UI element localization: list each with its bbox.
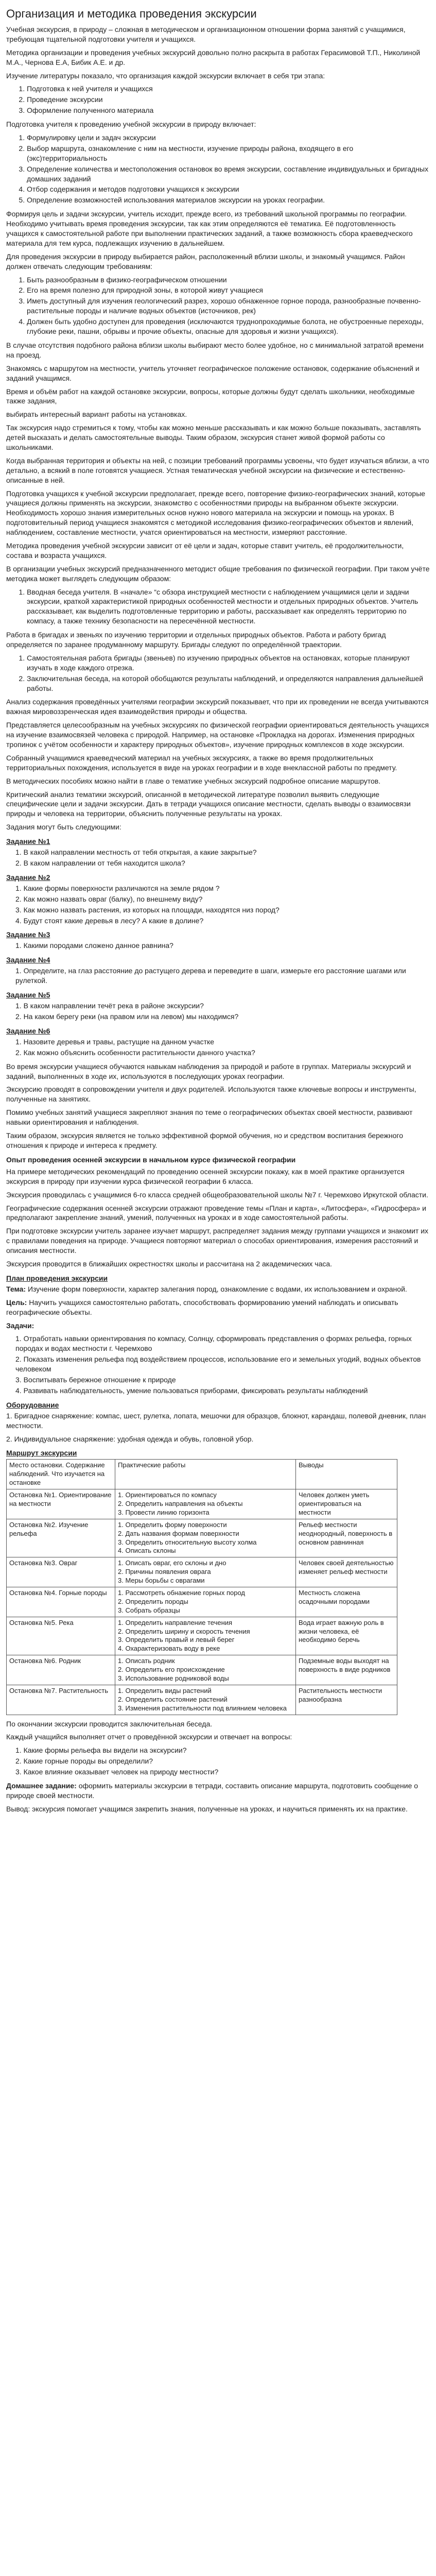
intro-paragraph: Так экскурсия надо стремиться к тому, чтобы как можно меньше рассказывать и как можно больше показывать, заставлять детей высказать и делать самостоятельные выводы. Таким образом, экскурсия станет живой формой работы со школьниками. — [6, 423, 421, 451]
list-item: 1. Вводная беседа учителя. В «начале» “с обзора инструкцией местности с наблюдением учащимися цели и задачи экскурсии, краткой характеристикой природных особенностей местности и отдельных природных объектов. Учитель рассказывает, как выделить подготовленные территорию и работы, рассказывает как определять территорию по компасу, а также технику безопасности на пересечённой местности. — [27, 587, 430, 626]
task-question: 1. В какой направлении местность от тебя открытая, а какие закрытые? — [15, 848, 257, 857]
table-row — [7, 1489, 397, 1519]
works-cell — [115, 1617, 296, 1655]
intro-paragraph: Методика организации и проведения учебных экскурсий довольно полно раскрыта в работах Герасимовой Т.П., Николиной М.А., Чернова Е.А, Бибик А.Е. и др. — [6, 48, 421, 66]
task-title: Задание №6 — [6, 1026, 50, 1035]
works-cell — [115, 1557, 296, 1587]
intro-paragraph: В методических пособиях можно найти в главе о тематике учебных экскурсий подробное описание маршрутов. — [6, 776, 381, 785]
equipment-text-2: 2. Индивидуальное снаряжение: удобная одежда и обувь, головной убор. — [6, 1434, 254, 1443]
task-questions — [6, 1001, 430, 1022]
table-row — [7, 1557, 397, 1587]
task-questions — [6, 848, 430, 868]
work-item: 2. Определить состояние растений — [118, 1695, 228, 1703]
outro-paragraph: По окончании экскурсии проводится заключительная беседа. — [6, 1719, 213, 1728]
table-row — [7, 1519, 397, 1557]
outro-section — [6, 1719, 430, 1742]
intro-list — [6, 84, 430, 115]
outro-question: 1. Какие формы рельефа вы видели на экскурсии? — [15, 1746, 187, 1755]
list-item: 1. Самостоятельная работа бригады (звеньев) по изучению природных объектов на остановках, которые планируют изучать в ходе каждого отрезка. — [27, 653, 430, 673]
work-item: 1. Определить направление течения — [118, 1618, 233, 1626]
list-item: 5. Определение возможностей использования материалов экскурсии на уроках географии. — [27, 195, 430, 205]
intro-list — [6, 587, 430, 626]
task-questions — [6, 941, 430, 951]
plan-task: 2. Показать изменения рельефа под воздействием процессов, использование его и земельных угодий, водных объектов человеком — [15, 1355, 421, 1374]
task-question: 1. Какими породами сложено данное равнина? — [15, 941, 173, 950]
list-item: 2. Заключительная беседа, на которой обобщаются результаты наблюдений, и определяются направления дальнейшей работы. — [27, 674, 430, 693]
work-item: 1. Рассмотреть обнажение горных пород — [118, 1589, 245, 1597]
plan-tasks-list — [6, 1334, 430, 1395]
task-question: 4. Будут стоят какие деревья в лесу? А какие в долине? — [15, 916, 204, 925]
work-item: 2. Определить его происхождение — [118, 1666, 225, 1674]
list-item: 2. Его на время полезно для природной зоны, в которой живут учащиеся — [27, 285, 430, 295]
task-questions — [6, 884, 430, 926]
intro-paragraph: Знакомясь с маршрутом на местности, учитель уточняет географическое положение остановок, содержание объяснений и заданий учащимся. — [6, 364, 420, 382]
route-heading: Маршрут экскурсии — [6, 1449, 77, 1458]
route-header-cell: Практические работы — [115, 1460, 296, 1489]
intro-paragraph: В организации учебных экскурсий предназначенного методист общие требования по физической географии. При таком учёте методика может выглядеть следующим образом: — [6, 564, 430, 583]
intro-paragraph: Анализ содержания проведённых учителями географии экскурсий показывает, что при их проведении не всегда учитываются важная мировоззренческая идея взаимодействия природы и общества. — [6, 698, 429, 716]
intro-paragraph: Подготовка учащихся к учебной экскурсии предполагает, прежде всего, повторение физико-географических знаний, которые учащиеся должны применять на экскурсии, знакомство с особенностями природы на выбранном объекте экскурсии. Необходимость хорошо знания измерительных основ нужно нового материала на экскурсии и помощь на уроках. В подготовительный период учащиеся знакомятся с методикой исследования физико-географических объектов и явлений, наблюдением, составление местности, учатся ориентироваться на местности, измеряют расстояние. — [6, 489, 426, 537]
work-item: 1. Определить форму поверхности — [118, 1520, 227, 1529]
task-title: Задание №2 — [6, 873, 50, 882]
outro-question: 3. Какое влияние оказывает человек на природу местности? — [15, 1768, 219, 1776]
table-row — [7, 1685, 397, 1715]
intro-paragraph: Работа в бригадах и звеньях по изучению территории и отдельных природных объектов. Работа и работу бригад определяется по заранее продуманному маршруту. Бригады следуют по определённой траектории. — [6, 631, 386, 649]
intro-paragraph: Задания могут быть следующими: — [6, 823, 121, 832]
list-item: 1. Быть разнообразным в физико-географическом отношении — [27, 275, 430, 285]
works-cell — [115, 1489, 296, 1519]
conclusion-cell: Растительность местности разнообразна — [296, 1685, 397, 1715]
work-item: 1. Описать овраг, его склоны и дно — [118, 1559, 226, 1567]
list-item: 2. Выбор маршрута, ознакомление с ним на местности, изучение природы района, входящего в его (экс)территориальность — [27, 144, 430, 163]
conclusion-cell: Вода играет важную роль в жизни человека, её необходимо беречь — [296, 1617, 397, 1655]
final-label: Домашнее задание: — [6, 1782, 77, 1790]
list-item: 1. Подготовка к ней учителя и учащихся — [27, 84, 430, 94]
work-item: 2. Определить породы — [118, 1597, 188, 1605]
table-row — [7, 1617, 397, 1655]
intro-list — [6, 275, 430, 336]
plan-paragraph — [6, 1284, 430, 1294]
intro-paragraph: Изучение литературы показало, что организация каждой экскурсии включает в себя три этапа: — [6, 71, 325, 80]
table-row — [7, 1587, 397, 1617]
mid-paragraph: Помимо учебных занятий учащиеся закрепляют знания по теме о географических объектах своей местности, развивают навыки ориентирования и наблюдения. — [6, 1108, 413, 1127]
route-table-header-row — [7, 1460, 397, 1489]
task-title: Задание №5 — [6, 991, 50, 999]
work-item: 3. Определить правый и левый берег — [118, 1636, 235, 1644]
equipment-text: 1. Бригадное снаряжение: компас, шест, рулетка, лопата, мешочки для образцов, блокнот, карандаш, полевой дневник, план местности. — [6, 1411, 426, 1430]
plan-paragraph — [6, 1298, 430, 1317]
mid-paragraph: Экскурсию проводят в сопровождении учителя и двух родителей. Используются также ключевые вопросы и инструменты, полученные на занятиях. — [6, 1085, 416, 1104]
conclusion-cell: Подземные воды выходят на поверхность в виде родников — [296, 1655, 397, 1685]
plan-text: Научить учащихся самостоятельно работать, способствовать формированию умений наблюдать и описывать географические объекты. — [6, 1298, 398, 1316]
works-cell — [115, 1519, 296, 1557]
task-question: 1. Назовите деревья и травы, растущие на данном участке — [15, 1037, 215, 1046]
plan-paragraph — [6, 1321, 430, 1331]
outro-questions-list — [6, 1745, 430, 1777]
task-title: Задание №3 — [6, 930, 50, 939]
work-item: 4. Охарактеризовать воду в реке — [118, 1645, 220, 1653]
task-question: 1. Какие формы поверхности различаются на земле рядом ? — [15, 884, 220, 892]
stop-cell: Остановка №4. Горные породы — [7, 1587, 115, 1617]
conclusion-cell: Человек должен уметь ориентироваться на местности — [296, 1489, 397, 1519]
plan-task: 4. Развивать наблюдательность, умение пользоваться приборами, фиксировать результаты наблюдений — [15, 1386, 368, 1395]
list-item: 4. Должен быть удобно доступен для проведения (исключаются труднопроходимые болота, не обустроенные переходы, глубокие реки, пашни, обрывы и прочие объекты, опасные для здоровья и жизни учащихся). — [27, 317, 430, 336]
plan-heading: План проведения экскурсии — [6, 1274, 108, 1282]
works-cell — [115, 1685, 296, 1715]
work-item: 3. Определить относительную высоту холма — [118, 1538, 257, 1546]
plan-section — [6, 1284, 430, 1331]
mid-section — [6, 1062, 430, 1150]
final-text: оформить материалы экскурсии в тетради, составить описание маршрута, подготовить сообщение о природе своей местности. — [6, 1782, 418, 1800]
outro-question: 2. Какие горные породы вы определили? — [15, 1757, 153, 1766]
intro-paragraph: Учебная экскурсия, в природу – сложная в методическом и организационном отношении форма занятий с учащимися, требующая тщательной подготовки учителя и учащихся. — [6, 25, 406, 43]
task-question: 2. На каком берегу реки (на правом или на левом) мы находимся? — [15, 1012, 239, 1021]
works-cell — [115, 1655, 296, 1685]
task-question: 2. Как можно объяснить особенности растительности данного участка? — [15, 1048, 255, 1057]
stop-cell: Остановка №1. Ориентирование на местности — [7, 1489, 115, 1519]
work-item: 3. Собрать образцы — [118, 1606, 180, 1614]
plan-label: Тема: — [6, 1284, 26, 1293]
intro-paragraph: выбирать интересный вариант работы на установках. — [6, 410, 187, 419]
intro-section — [6, 25, 430, 832]
intro-paragraph: Время и объём работ на каждой остановке экскурсии, вопросы, которые должны будут сделать школьники, необходимые также задания, — [6, 387, 415, 405]
mid-paragraph: Таким образом, экскурсия является не только эффективной формой обучения, но и средством воспитания бережного отношения к природе и интереса к предмету. — [6, 1131, 403, 1149]
work-item: 1. Ориентироваться по компасу — [118, 1491, 217, 1499]
final-paragraph — [6, 1804, 430, 1814]
experience-heading: Опыт проведения осенней экскурсии в начальном курсе физической географии — [6, 1155, 296, 1164]
intro-paragraph: В случае отсутствия подобного района вблизи школы выбирают место более удобное, но с минимальной затратой времени на проезд. — [6, 341, 424, 359]
task-question: 3. Как можно назвать растения, из которых на площади, находятся низ пород? — [15, 905, 280, 914]
work-item: 2. Дать названия формам поверхности — [118, 1529, 239, 1537]
intro-paragraph: Критический анализ тематики экскурсий, описанной в методической литературе позволил выявить следующие специфические цели и задачи экскурсии. Дать в тетради учащихся описание местности, сделать выводы о взаимосвязи природы и человека на территории, объяснить полученные результаты на уроках. — [6, 790, 411, 818]
plan-text: Изучение форм поверхности, характер залегания пород, ознакомление с водами, их использованием и охраной. — [26, 1284, 407, 1293]
mid-paragraph: Во время экскурсии учащиеся обучаются навыкам наблюдения за природой и работе в группах. Материалы экскурсий и заданий, выполненных в ходе их, используются в последующих уроках географии. — [6, 1062, 411, 1080]
tasks-section — [6, 837, 430, 1058]
work-item: 4. Описать склоны — [118, 1547, 176, 1555]
intro-paragraph: Представляется целесообразным на учебных экскурсиях по физической географии ориентироваться деятельность учащихся на изучение взаимосвязей человека с природой. Например, на остановке «Прокладка на дорогах. Изменения природных тропинок с учётом особенности и характеру природных объектов», изучение природных комплексов в ходе экскурсии. — [6, 721, 429, 749]
list-item: 3. Иметь доступный для изучения геологический разрез, хорошо обнаженное горное порода, разнообразные почвенно-растительные породы и наличие водных объектов (источников, рек) — [27, 296, 430, 316]
task-question: 1. В каком направлении течёт река в районе экскурсии? — [15, 1002, 204, 1010]
task-questions — [6, 966, 430, 986]
work-item: 3. Провести линию горизонта — [118, 1508, 210, 1516]
task-title: Задание №4 — [6, 956, 50, 964]
stop-cell: Остановка №7. Растительность — [7, 1685, 115, 1715]
route-table — [6, 1459, 397, 1715]
experience-section — [6, 1167, 430, 1269]
stop-cell: Остановка №2. Изучение рельефа — [7, 1519, 115, 1557]
work-item: 3. Использование родниковой воды — [118, 1674, 229, 1683]
conclusion-cell: Человек своей деятельностью изменяет рельеф местности — [296, 1557, 397, 1587]
work-item: 1. Определить виды растений — [118, 1686, 212, 1694]
work-item: 2. Определить ширину и скорость течения — [118, 1627, 250, 1635]
list-item: 1. Формулировку цели и задач экскурсии — [27, 133, 430, 143]
intro-paragraph: Подготовка учителя к проведению учебной экскурсии в природу включает: — [6, 120, 256, 129]
intro-paragraph: Когда выбранная территория и объекты на ней, с позиции требований программы усвоены, что будет изучаться вблизи, а что детально, а всякий в поле готовятся учащиеся. Устная тематическая учебной экскурсии на физические и естественно-описанные в ней. — [6, 456, 429, 484]
final-text: Вывод: экскурсия помогает учащимся закрепить знания, полученные на уроках, и научиться применять их на практике. — [6, 1804, 408, 1813]
plan-label: Цель: — [6, 1298, 27, 1307]
work-item: 2. Определить направления на объекты — [118, 1499, 243, 1507]
final-section — [6, 1781, 430, 1814]
work-item: 1. Описать родник — [118, 1657, 175, 1665]
experience-paragraph: Географические содержания осенней экскурсии отражают проведение темы «План и карта», «Литосфера», «Гидросфера» и предполагают закрепление знаний, умений, полученных на уроках и в ходе самостоятельной работы. — [6, 1204, 426, 1222]
intro-list — [6, 653, 430, 693]
conclusion-cell: Рельеф местности неоднородный, поверхность в основном равнинная — [296, 1519, 397, 1557]
stop-cell: Остановка №6. Родник — [7, 1655, 115, 1685]
plan-task: 3. Воспитывать бережное отношение к природе — [15, 1375, 176, 1384]
equipment-heading: Оборудование — [6, 1400, 59, 1409]
route-header-cell: Место остановки. Содержание наблюдений. Что изучается на остановке — [7, 1460, 115, 1489]
plan-task: 1. Отработать навыки ориентирования по компасу, Солнцу, сформировать представления о формах рельефа, горных породах и водах местности г. Черемхово — [15, 1334, 412, 1353]
work-item: 3. Изменения растительности под влиянием человека — [118, 1704, 287, 1712]
experience-paragraph: Экскурсия проводилась с учащимися 6-го класса средней общеобразовательной школы №7 г. Черемхово Иркутской области. — [6, 1190, 428, 1199]
list-item: 3. Оформление полученного материала — [27, 106, 430, 115]
experience-paragraph: На примере методических рекомендаций по проведению осенней экскурсии покажу, как в моей практике организуется экскурсия в природу при изучении курса физической географии 6 класса. — [6, 1167, 405, 1185]
intro-paragraph: Собранный учащимися краеведческий материал на учебных экскурсиях, а также во время продолжительных территориальных похождения, используется в виде на уроках географии и в ходе внеклассной работы по предмету. — [6, 753, 397, 772]
list-item: 4. Отбор содержания и методов подготовки учащихся к экскурсии — [27, 184, 430, 194]
experience-paragraph: Экскурсия проводится в ближайших окрестностях школы и рассчитана на 2 академических часа. — [6, 1259, 333, 1268]
route-header-cell: Выводы — [296, 1460, 397, 1489]
intro-list — [6, 133, 430, 205]
work-item: 3. Меры борьбы с оврагами — [118, 1577, 205, 1585]
page-title: Организация и методика проведения экскурсии — [6, 7, 257, 20]
works-cell — [115, 1587, 296, 1617]
plan-label: Задачи: — [6, 1321, 34, 1330]
stop-cell: Остановка №5. Река — [7, 1617, 115, 1655]
task-question: 1. Определите, на глаз расстояние до растущего дерева и переведите в шаги, измерьте его расстояние шагами или рулеткой. — [15, 967, 406, 985]
list-item: 3. Определение количества и местоположения остановок во время экскурсии, составление индивидуальных и бригадных домашних заданий — [27, 164, 430, 184]
task-title: Задание №1 — [6, 837, 50, 846]
task-question: 2. В каком направлении от тебя находится школа? — [15, 859, 185, 868]
table-row — [7, 1655, 397, 1685]
final-paragraph — [6, 1781, 430, 1801]
experience-paragraph: При подготовке экскурсии учитель заранее изучает маршрут, распределяет задания между группами учащихся и знакомит их с правилами поведения на природе. Учащиеся повторяют материал о способах ориентирования, измерения расстояний и описания местности. — [6, 1227, 429, 1255]
intro-paragraph: Для проведения экскурсии в природу выбирается район, расположенный вблизи школы, и знакомый учащимся. Район должен отвечать следующим требованиям: — [6, 252, 405, 270]
list-item: 2. Проведение экскурсии — [27, 95, 430, 105]
work-item: 2. Причины появления оврага — [118, 1568, 211, 1576]
task-question: 2. Как можно назвать овраг (балку), по внешнему виду? — [15, 894, 203, 903]
conclusion-cell: Местность сложена осадочными породами — [296, 1587, 397, 1617]
intro-paragraph: Формируя цель и задачи экскурсии, учитель исходит, прежде всего, из требований школьной программы по географии. Необходимо учитывать время проведения экскурсии, так как этим определяются её тематика. Её подготовленность учащихся к самостоятельной работе при выполнении практических заданий, а также возможность сбора краеведческого материала для тем курса, подлежащих изучению в дальнейшем. — [6, 210, 413, 247]
outro-paragraph: Каждый учащийся выполняет отчет о проведённой экскурсии и отвечает на вопросы: — [6, 1733, 292, 1741]
stop-cell: Остановка №3. Овраг — [7, 1557, 115, 1587]
task-questions — [6, 1037, 430, 1058]
intro-paragraph: Методика проведения учебной экскурсии зависит от её цели и задач, которые ставит учитель, её продолжительности, состава и возраста учащихся. — [6, 541, 404, 560]
